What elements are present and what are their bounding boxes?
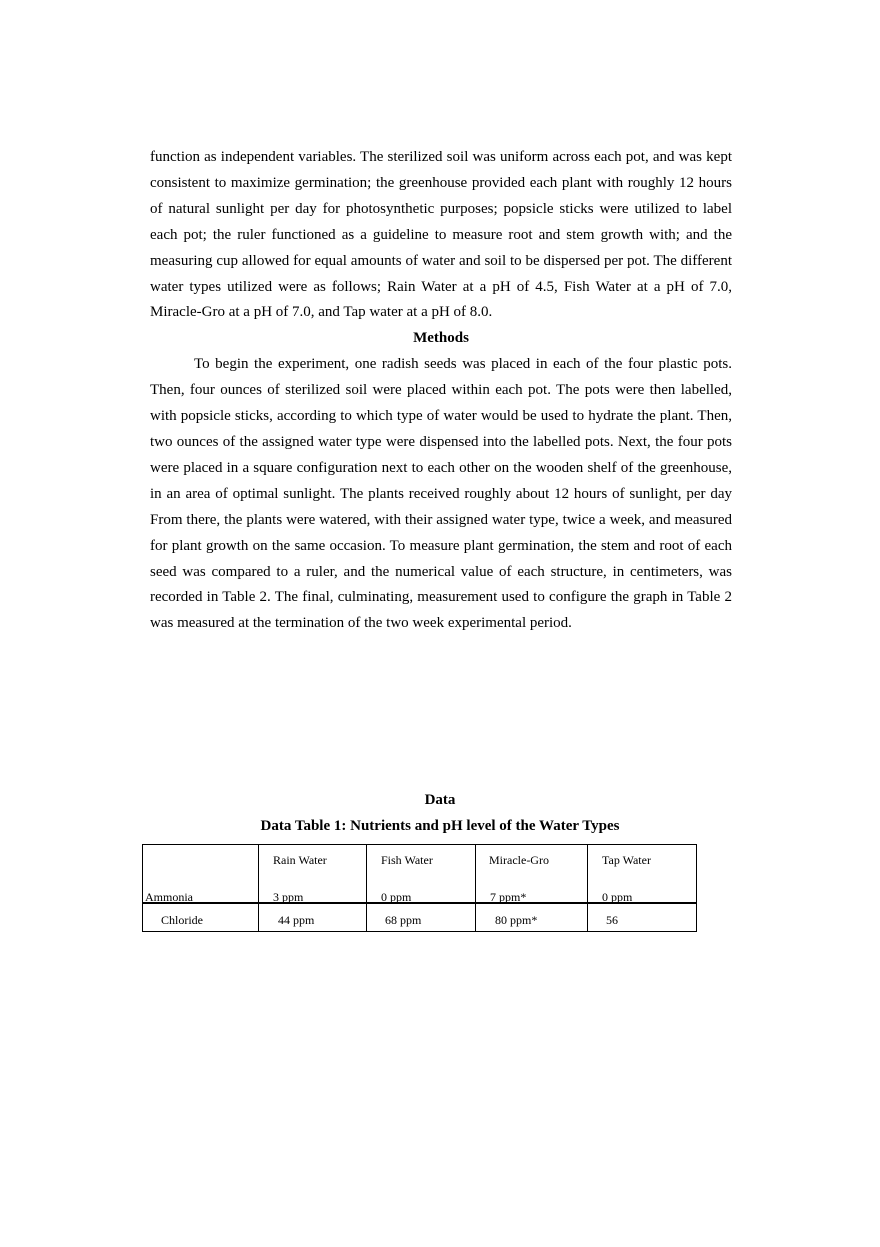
methods-line: for plant growth on the same occasion. To measure plant germination, the stem and root of each (150, 537, 732, 554)
header-cell-text: Fish Water (381, 853, 433, 867)
methods-line: two ounces of the assigned water type were dispensed into the labelled pots. Next, the four pots (150, 433, 732, 450)
cell-value: 56 (606, 913, 618, 927)
intro-line: consistent to maximize germination; the greenhouse provided each plant with roughly 12 hours (150, 174, 732, 191)
cell-value: 68 ppm (385, 913, 422, 927)
data-heading: Data (424, 792, 456, 808)
methods-line: was measured at the termination of the two week experimental period. (150, 615, 572, 632)
row-label: Ammonia (145, 890, 193, 904)
intro-line: water types utilized were as follows; Rain Water at a pH of 4.5, Fish Water at a pH of 7.0, (150, 278, 732, 295)
methods-line: Then, four ounces of sterilized soil were placed within each pot. The pots were then labelled, (150, 382, 732, 399)
intro-line: of natural sunlight per day for photosynthetic purposes; popsicle sticks were utilized to label (150, 200, 732, 217)
table-cell (259, 904, 367, 932)
intro-line: each pot; the ruler functioned as a guideline to measure root and stem growth with; and the (150, 226, 732, 243)
cell-value: 3 ppm (273, 890, 304, 904)
intro-line: measuring cup allowed for equal amounts of water and soil to be dispersed per pot. The different (150, 252, 732, 269)
methods-line: From there, the plants were watered, with their assigned water type, twice a week, and measured (150, 511, 732, 528)
table-cell (476, 904, 588, 932)
methods-paragraph (150, 352, 732, 637)
row-label-cell (143, 904, 259, 932)
methods-line: To begin the experiment, one radish seeds was placed in each of the four plastic pots. (194, 356, 732, 373)
row-label-cell (143, 890, 259, 904)
cell-value: 44 ppm (278, 913, 315, 927)
cell-value: 0 ppm (381, 890, 412, 904)
table-row (143, 903, 697, 904)
table-cell (367, 890, 476, 904)
body-text (150, 145, 732, 637)
methods-line: in an area of optimal sunlight. The plants received roughly about 12 hours of sunlight, per day (150, 485, 732, 502)
cell-value: 7 ppm* (490, 890, 527, 904)
methods-heading: Methods (413, 330, 469, 347)
intro-line: Miracle-Gro at a pH of 7.0, and Tap water at a pH of 8.0. (150, 304, 493, 321)
table-cell (259, 890, 367, 904)
table-row (143, 904, 697, 932)
header-cell-text: Miracle-Gro (489, 853, 549, 867)
methods-line: recorded in Table 2. The final, culminating, measurement used to configure the graph in Table 2 (150, 589, 732, 606)
table-cell (588, 890, 697, 904)
nutrients-table (142, 844, 697, 932)
cell-value: 80 ppm* (495, 913, 538, 927)
methods-line: seed was compared to a ruler, and the numerical value of each structure, in centimeters, was (150, 563, 732, 580)
row-label: Chloride (161, 913, 203, 927)
table-cell (476, 890, 588, 904)
table-title: Data Table 1: Nutrients and pH level of the Water Types (260, 818, 620, 834)
methods-line: with popsicle sticks, according to which type of water would be used to hydrate the plant. Then, (150, 408, 732, 425)
cell-value: 0 ppm (602, 890, 633, 904)
table-cell (588, 904, 697, 932)
intro-line: function as independent variables. The sterilized soil was uniform across each pot, and was kept (150, 149, 732, 165)
table-cell (367, 904, 476, 932)
intro-paragraph (150, 145, 732, 326)
header-cell-text: Tap Water (602, 853, 651, 867)
header-cell-text: Rain Water (273, 853, 327, 867)
methods-line: were placed in a square configuration next to each other on the wooden shelf of the greenhouse, (150, 459, 732, 476)
